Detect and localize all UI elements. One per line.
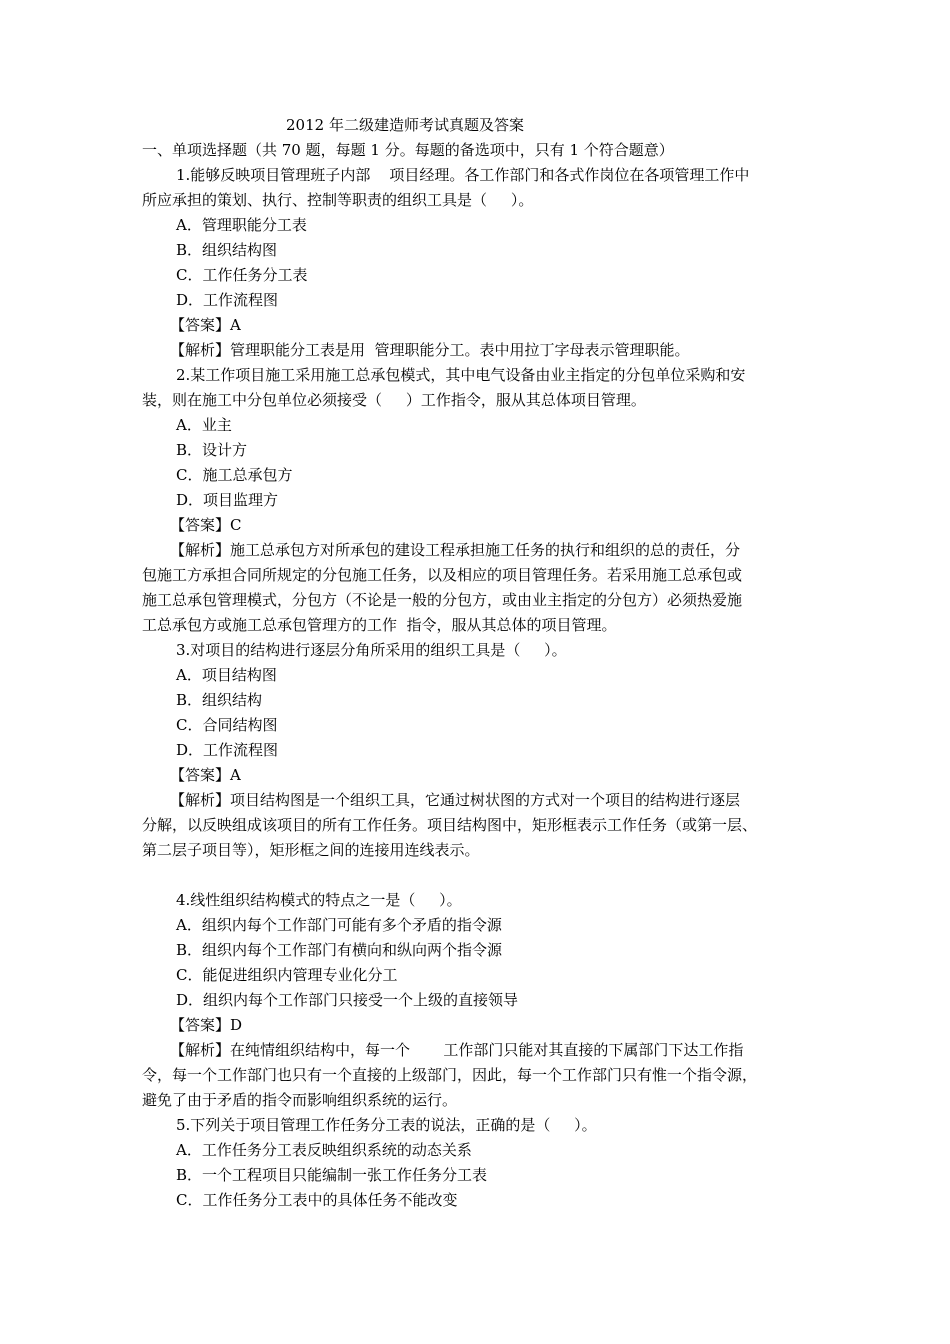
analysis-line: 【解析】管理职能分工表是用 管理职能分工。表中用拉丁字母表示管理职能。 [170,341,690,359]
analysis-line: 包施工方承担合同所规定的分包施工任务，以及相应的项目管理任务。若采用施工总承包或 [142,566,743,584]
option-d: D．组织内每个工作部门只接受一个上级的直接领导 [176,991,519,1009]
option-a: A．工作任务分工表反映组织系统的动态关系 [176,1141,472,1159]
analysis-line: 工总承包方或施工总承包管理方的工作 指令，服从其总体的项目管理。 [142,616,617,634]
option-a: A．组织内每个工作部门可能有多个矛盾的指令源 [176,916,502,934]
analysis-line: 避免了由于矛盾的指令而影响组织系统的运行。 [142,1091,458,1109]
question-4 [142,888,810,1113]
option-c: C．工作任务分工表 [176,266,308,284]
question-1 [142,163,810,363]
answer: 【答案】A [170,316,241,334]
option-b: B．组织内每个工作部门有横向和纵向两个指令源 [176,941,503,959]
answer: 【答案】D [170,1016,243,1034]
option-b: B．组织结构图 [176,241,278,259]
blank-line [142,863,810,888]
section-heading: 一、单项选择题（共 70 题，每题 1 分。每题的备选项中，只有 1 个符合题意） [142,141,674,159]
analysis-line: 令，每一个工作部门也只有一个直接的上级部门，因此，每一个工作部门只有惟一个指令源， [142,1066,758,1084]
option-c: C．施工总承包方 [176,466,293,484]
option-b: B．组织结构 [176,691,263,709]
analysis-line: 【解析】项目结构图是一个组织工具，它通过树状图的方式对一个项目的结构进行逐层 [170,791,741,809]
option-b: B．设计方 [176,441,248,459]
question-stem-line: 3.对项目的结构进行逐层分角所采用的组织工具是（ ）。 [176,641,567,659]
question-stem-line: 所应承担的策划、执行、控制等职责的组织工具是（ ）。 [142,191,534,209]
analysis-line: 【解析】在纯情组织结构中，每一个 工作部门只能对其直接的下属部门下达工作指 [170,1041,744,1059]
analysis-line: 分解，以反映组成该项目的所有工作任务。项目结构图中，矩形框表示工作任务（或第一层、 [142,816,758,834]
option-c: C．合同结构图 [176,716,278,734]
question-stem-line: 5.下列关于项目管理工作任务分工表的说法，正确的是（ ）。 [176,1116,597,1134]
option-d: D．项目监理方 [176,491,279,509]
option-a: A．管理职能分工表 [176,216,307,234]
answer: 【答案】A [170,766,241,784]
question-3 [142,638,810,863]
option-d: D．工作流程图 [176,741,279,759]
option-c: C．工作任务分工表中的具体任务不能改变 [176,1191,458,1209]
option-c: C．能促进组织内管理专业化分工 [176,966,398,984]
analysis-line: 第二层子项目等），矩形框之间的连接用连线表示。 [142,841,480,859]
option-b: B．一个工程项目只能编制一张工作任务分工表 [176,1166,488,1184]
question-stem-line: 4.线性组织结构模式的特点之一是（ ）。 [176,891,462,909]
analysis-line: 【解析】施工总承包方对所承包的建设工程承担施工任务的执行和组织的总的责任，分 [170,541,741,559]
question-stem-line: 1.能够反映项目管理班子内部 项目经理。各工作部门和各式作岗位在各项管理工作中 [176,166,750,184]
analysis-line: 施工总承包管理模式，分包方（不论是一般的分包方，或由业主指定的分包方）必须热爱施 [142,591,743,609]
document-content [142,113,810,1213]
question-stem-line: 2.某工作项目施工采用施工总承包模式，其中电气设备由业主指定的分包单位采购和安 [176,366,746,384]
question-stem-line: 装，则在施工中分包单位必须接受（ ）工作指令，服从其总体项目管理。 [142,391,646,409]
question-5 [142,1113,810,1213]
question-2 [142,363,810,638]
document-title: 2012 年二级建造师考试真题及答案 [286,116,524,134]
option-a: A．业主 [176,416,232,434]
answer: 【答案】C [170,516,242,534]
option-d: D．工作流程图 [176,291,279,309]
option-a: A．项目结构图 [176,666,277,684]
